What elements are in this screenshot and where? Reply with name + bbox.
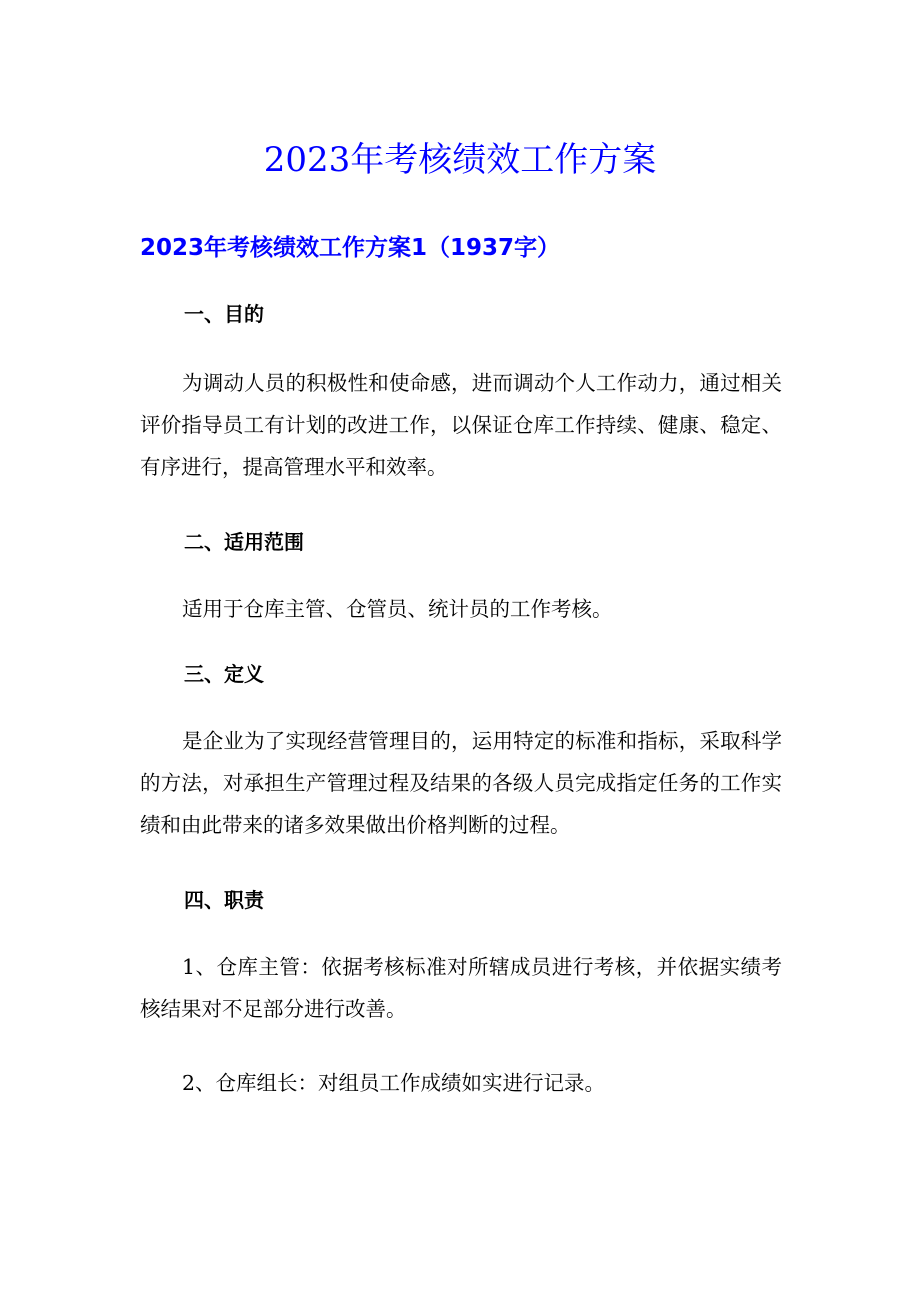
document-subtitle: 2023年考核绩效工作方案1（1937字） [140,235,561,261]
section-paragraph-duty-supervisor: 1、仓库主管：依据考核标准对所辖成员进行考核，并依据实绩考核结果对不足部分进行改善。 [140,955,782,1021]
section-heading-definition: 三、定义 [184,662,264,686]
section-paragraph-duty-team-leader: 2、仓库组长：对组员工作成绩如实进行记录。 [182,1071,606,1095]
section-heading-duties: 四、职责 [184,888,264,912]
section-paragraph-purpose: 为调动人员的积极性和使命感，进而调动个人工作动力，通过相关评价指导员工有计划的改进工作，以保证仓库工作持续、健康、稳定、有序进行，提高管理水平和效率。 [140,371,782,479]
section-heading-scope: 二、适用范围 [184,530,304,554]
document-title: 2023年考核绩效工作方案 [263,140,657,180]
section-paragraph-scope: 适用于仓库主管、仓管员、统计员的工作考核。 [182,597,613,621]
section-heading-purpose: 一、目的 [184,302,264,326]
section-paragraph-definition: 是企业为了实现经营管理目的，运用特定的标准和指标，采取科学的方法，对承担生产管理过程及结果的各级人员完成指定任务的工作实绩和由此带来的诸多效果做出价格判断的过程。 [140,729,782,837]
